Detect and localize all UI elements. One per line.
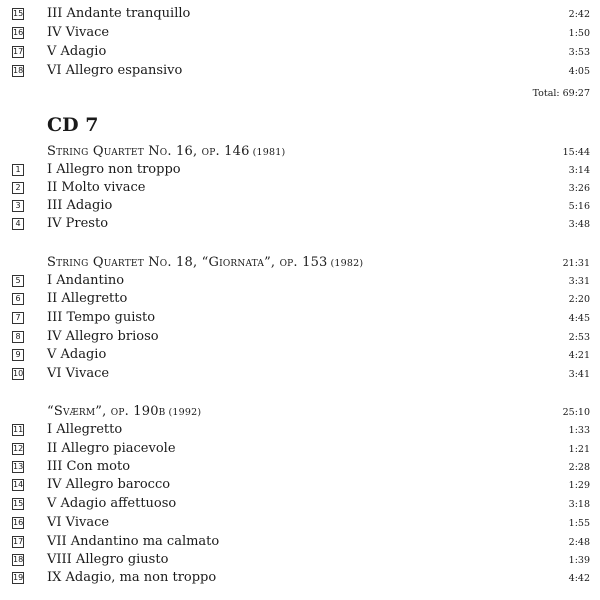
track-row: [0, 180, 600, 198]
cd-heading: CD 7: [47, 114, 99, 136]
track-row: [0, 310, 600, 328]
track-duration: 1:33: [568, 425, 590, 436]
track-duration: 4:05: [568, 66, 590, 77]
track-duration: 3:53: [568, 47, 590, 58]
track-duration: 4:45: [568, 313, 590, 324]
track-title: VII Andantino ma calmato: [47, 534, 220, 549]
track-row: [0, 6, 600, 24]
track-title: IV Vivace: [47, 25, 110, 40]
track-duration: 1:50: [568, 28, 590, 39]
track-title: II Molto vivace: [47, 180, 146, 195]
work-duration: 21:31: [562, 258, 590, 269]
track-duration: 4:42: [568, 573, 590, 584]
track-duration: 3:14: [568, 165, 590, 176]
track-number: 9: [12, 349, 24, 361]
track-row: [0, 25, 600, 43]
track-row: [0, 441, 600, 459]
track-duration: 4:21: [568, 350, 590, 361]
track-number: 5: [12, 275, 24, 287]
track-duration: 2:53: [568, 332, 590, 343]
track-duration: 1:39: [568, 555, 590, 566]
track-title: VI Vivace: [47, 366, 110, 381]
track-row: [0, 198, 600, 216]
track-duration: 5:16: [568, 201, 590, 212]
track-title: V Adagio affettuoso: [47, 496, 177, 511]
track-title: III Adagio: [47, 198, 113, 213]
track-number: 10: [13, 369, 24, 378]
track-title: IX Adagio, ma non troppo: [47, 570, 217, 585]
track-row: [0, 347, 600, 365]
work-year: (1982): [330, 258, 364, 269]
work-title: [47, 404, 201, 421]
track-duration: 1:21: [568, 444, 590, 455]
track-row: [0, 329, 600, 347]
track-number: 13: [13, 462, 24, 471]
track-row: [0, 366, 600, 384]
track-row: [0, 552, 600, 570]
track-duration: 2:42: [568, 9, 590, 20]
track-title: III Con moto: [47, 459, 131, 474]
track-row: [0, 162, 600, 180]
track-number: 15: [13, 9, 24, 18]
work-title: [47, 255, 363, 272]
track-row: [0, 44, 600, 62]
track-number: 2: [12, 182, 24, 194]
track-number: 14: [13, 480, 24, 489]
track-row: [0, 273, 600, 291]
track-row: [0, 496, 600, 514]
track-number: 16: [13, 28, 24, 37]
track-number: 16: [13, 518, 24, 527]
track-duration: 2:28: [568, 462, 590, 473]
track-number: 8: [12, 331, 24, 343]
track-row: [0, 459, 600, 477]
track-number: 17: [13, 537, 24, 546]
track-duration: 2:48: [568, 537, 590, 548]
track-title: IV Allegro brioso: [47, 329, 159, 344]
track-row: [0, 477, 600, 495]
work-name: String Quartet No. 16, op. 146: [47, 144, 250, 159]
track-duration: 3:31: [568, 276, 590, 287]
track-row: [0, 515, 600, 533]
track-number: 4: [12, 218, 24, 230]
track-title: III Andante tranquillo: [47, 6, 191, 21]
track-title: I Andantino: [47, 273, 125, 288]
track-duration: 3:48: [568, 219, 590, 230]
track-duration: 3:18: [568, 499, 590, 510]
work-year: (1981): [252, 147, 286, 158]
track-title: IV Allegro barocco: [47, 477, 171, 492]
track-title: II Allegretto: [47, 291, 128, 306]
track-duration: 1:29: [568, 480, 590, 491]
track-number: 1: [12, 164, 24, 176]
track-number: 6: [12, 293, 24, 305]
track-duration: 3:41: [568, 369, 590, 380]
track-title: IV Presto: [47, 216, 109, 231]
work-header: [0, 404, 600, 422]
track-title: VI Vivace: [47, 515, 110, 530]
track-number: 15: [13, 499, 24, 508]
work-name: String Quartet No. 18, “Giornata”, op. 153: [47, 255, 328, 270]
track-row: [0, 570, 600, 588]
work-title: [47, 144, 285, 161]
track-number: 12: [13, 444, 24, 453]
track-row: [0, 216, 600, 234]
track-number: 18: [13, 555, 24, 564]
work-name: “Sværm”, op. 190b: [47, 404, 166, 419]
track-title: III Tempo guisto: [47, 310, 156, 325]
track-duration: 3:26: [568, 183, 590, 194]
track-row: [0, 63, 600, 81]
work-year: (1992): [168, 407, 202, 418]
work-header: [0, 144, 600, 162]
track-row: [0, 534, 600, 552]
track-number: 11: [13, 425, 24, 434]
track-number: 19: [13, 573, 24, 582]
track-title: V Adagio: [47, 347, 107, 362]
track-title: I Allegro non troppo: [47, 162, 181, 177]
track-row: [0, 291, 600, 309]
track-number: 18: [13, 66, 24, 75]
track-title: V Adagio: [47, 44, 107, 59]
cd-total-duration: Total: 69:27: [532, 88, 590, 99]
track-title: VI Allegro espansivo: [47, 63, 183, 78]
track-number: 17: [13, 47, 24, 56]
track-duration: 2:20: [568, 294, 590, 305]
track-number: 3: [12, 200, 24, 212]
track-title: I Allegretto: [47, 422, 123, 437]
track-number: 7: [12, 312, 24, 324]
track-title: II Allegro piacevole: [47, 441, 176, 456]
work-duration: 15:44: [562, 147, 590, 158]
work-duration: 25:10: [562, 407, 590, 418]
work-header: [0, 255, 600, 273]
track-title: VIII Allegro giusto: [47, 552, 169, 567]
track-row: [0, 422, 600, 440]
track-duration: 1:55: [568, 518, 590, 529]
